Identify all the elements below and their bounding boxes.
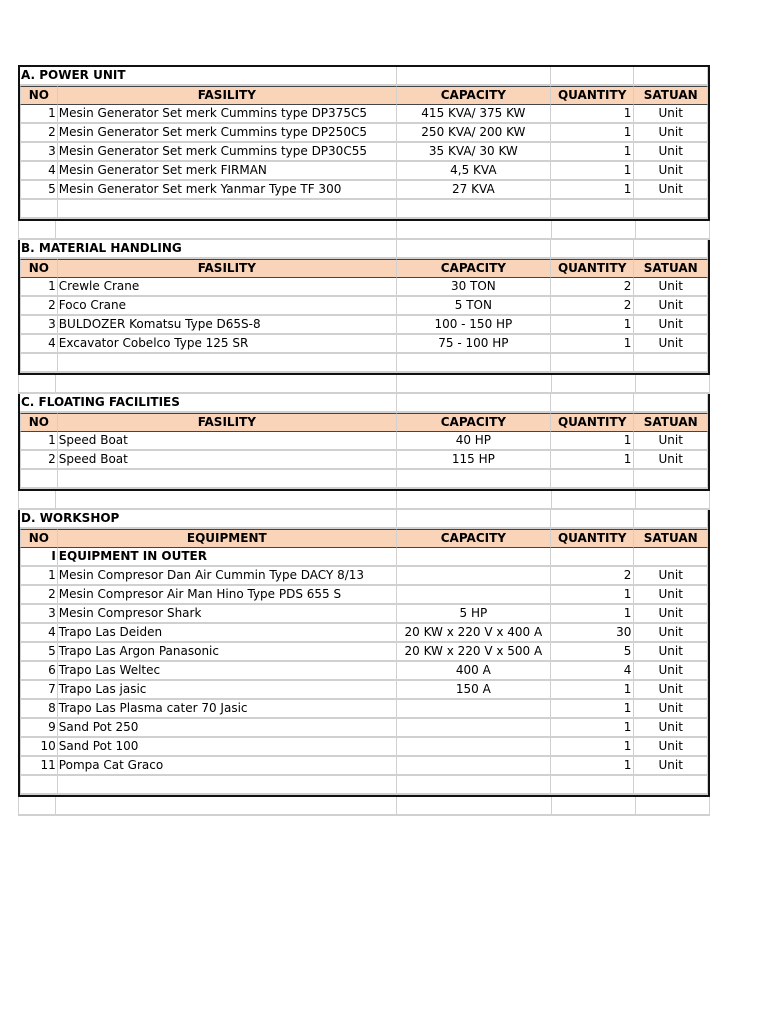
row-capacity: 250 KVA/ 200 KW — [397, 124, 551, 143]
row-quantity: 1 — [551, 451, 635, 470]
table-row — [20, 451, 708, 470]
row-name: Foco Crane — [58, 297, 397, 316]
row-quantity: 1 — [551, 719, 635, 738]
row-no: 3 — [20, 143, 58, 162]
row-name: Mesin Generator Set merk Cummins type DP30C55 — [58, 143, 397, 162]
row-quantity: 2 — [551, 567, 635, 586]
row-unit: Unit — [634, 181, 708, 200]
header-quantity: QUANTITY — [551, 259, 635, 278]
row-capacity: 100 - 150 HP — [397, 316, 551, 335]
row-capacity: 20 KW x 220 V x 500 A — [397, 643, 551, 662]
row-capacity: 35 KVA/ 30 KW — [397, 143, 551, 162]
row-name: Mesin Compresor Air Man Hino Type PDS 655 S — [58, 586, 397, 605]
row-no: 3 — [20, 605, 58, 624]
row-unit: Unit — [634, 335, 708, 354]
header-satuan: SATUAN — [634, 413, 708, 432]
row-no: 9 — [20, 719, 58, 738]
table-row — [20, 757, 708, 776]
row-no: 6 — [20, 662, 58, 681]
table-row — [20, 738, 708, 757]
row-quantity: 30 — [551, 624, 635, 643]
header-quantity: QUANTITY — [551, 529, 635, 548]
row-no: 7 — [20, 681, 58, 700]
table-row — [20, 643, 708, 662]
row-unit: Unit — [634, 162, 708, 181]
row-unit: Unit — [634, 700, 708, 719]
empty-row — [18, 797, 710, 816]
row-unit: Unit — [634, 643, 708, 662]
row-unit: Unit — [634, 624, 708, 643]
row-capacity — [397, 567, 551, 586]
row-quantity: 1 — [551, 757, 635, 776]
header-capacity: CAPACITY — [397, 413, 551, 432]
row-capacity — [397, 719, 551, 738]
section-title: D. WORKSHOP — [20, 510, 397, 529]
row-no: 2 — [20, 124, 58, 143]
table-row — [20, 719, 708, 738]
section-material-handling — [18, 240, 710, 375]
table-row — [20, 335, 708, 354]
row-no: 10 — [20, 738, 58, 757]
row-capacity — [397, 757, 551, 776]
row-capacity: 30 TON — [397, 278, 551, 297]
row-unit: Unit — [634, 738, 708, 757]
table-row — [20, 432, 708, 451]
row-capacity: 75 - 100 HP — [397, 335, 551, 354]
table-row — [20, 700, 708, 719]
row-name: Trapo Las Weltec — [58, 662, 397, 681]
table-row — [20, 181, 708, 200]
row-unit: Unit — [634, 662, 708, 681]
row-name: BULDOZER Komatsu Type D65S-8 — [58, 316, 397, 335]
row-no: 5 — [20, 643, 58, 662]
header-no: NO — [20, 529, 58, 548]
section-workshop — [18, 510, 710, 797]
row-name: Mesin Generator Set merk Cummins type DP375C5 — [58, 105, 397, 124]
subheader-name: EQUIPMENT IN OUTER — [58, 548, 397, 567]
table-row — [20, 124, 708, 143]
row-no: 4 — [20, 335, 58, 354]
row-name: Trapo Las Plasma cater 70 Jasic — [58, 700, 397, 719]
row-no: 4 — [20, 162, 58, 181]
row-quantity: 1 — [551, 605, 635, 624]
section-power-unit — [18, 65, 710, 221]
row-capacity: 5 TON — [397, 297, 551, 316]
row-unit: Unit — [634, 586, 708, 605]
row-quantity: 1 — [551, 143, 635, 162]
header-quantity: QUANTITY — [551, 413, 635, 432]
row-name: Crewle Crane — [58, 278, 397, 297]
row-name: Mesin Compresor Shark — [58, 605, 397, 624]
row-name: Trapo Las jasic — [58, 681, 397, 700]
row-no: 8 — [20, 700, 58, 719]
row-capacity: 150 A — [397, 681, 551, 700]
row-quantity: 1 — [551, 105, 635, 124]
header-quantity: QUANTITY — [551, 86, 635, 105]
table-header — [20, 259, 708, 278]
table-row — [20, 567, 708, 586]
header-satuan: SATUAN — [634, 529, 708, 548]
row-unit: Unit — [634, 297, 708, 316]
section-title-row — [20, 240, 708, 259]
row-name: Mesin Generator Set merk Cummins type DP250C5 — [58, 124, 397, 143]
row-name: Trapo Las Argon Panasonic — [58, 643, 397, 662]
row-name: Pompa Cat Graco — [58, 757, 397, 776]
header-no: NO — [20, 413, 58, 432]
header-satuan: SATUAN — [634, 259, 708, 278]
row-name: Speed Boat — [58, 451, 397, 470]
row-name: Mesin Generator Set merk FIRMAN — [58, 162, 397, 181]
row-no: 1 — [20, 567, 58, 586]
section-title-row — [20, 67, 708, 86]
table-row — [20, 681, 708, 700]
row-quantity: 1 — [551, 316, 635, 335]
header-capacity: CAPACITY — [397, 529, 551, 548]
row-capacity: 115 HP — [397, 451, 551, 470]
header-equipment: EQUIPMENT — [58, 529, 397, 548]
row-unit: Unit — [634, 719, 708, 738]
row-no: 2 — [20, 586, 58, 605]
row-unit: Unit — [634, 451, 708, 470]
table-row — [20, 624, 708, 643]
header-facility: FASILITY — [58, 413, 397, 432]
table-row — [20, 605, 708, 624]
empty-row — [20, 200, 708, 219]
table-row — [20, 278, 708, 297]
empty-row — [20, 470, 708, 489]
row-name: Sand Pot 100 — [58, 738, 397, 757]
row-quantity: 1 — [551, 124, 635, 143]
row-quantity: 1 — [551, 432, 635, 451]
row-no: 5 — [20, 181, 58, 200]
row-capacity: 4,5 KVA — [397, 162, 551, 181]
row-quantity: 1 — [551, 681, 635, 700]
table-row — [20, 297, 708, 316]
section-title-row — [20, 510, 708, 529]
row-quantity: 2 — [551, 278, 635, 297]
row-unit: Unit — [634, 278, 708, 297]
spreadsheet — [18, 65, 710, 816]
row-no: 2 — [20, 297, 58, 316]
row-quantity: 1 — [551, 162, 635, 181]
row-name: Sand Pot 250 — [58, 719, 397, 738]
row-capacity: 40 HP — [397, 432, 551, 451]
table-row — [20, 662, 708, 681]
row-quantity: 2 — [551, 297, 635, 316]
row-unit: Unit — [634, 124, 708, 143]
empty-row — [20, 776, 708, 795]
row-no: 1 — [20, 278, 58, 297]
row-quantity: 4 — [551, 662, 635, 681]
row-name: Excavator Cobelco Type 125 SR — [58, 335, 397, 354]
section-title: B. MATERIAL HANDLING — [20, 240, 397, 259]
row-unit: Unit — [634, 105, 708, 124]
row-capacity — [397, 586, 551, 605]
table-header — [20, 529, 708, 548]
row-capacity — [397, 738, 551, 757]
row-quantity: 1 — [551, 181, 635, 200]
row-capacity: 415 KVA/ 375 KW — [397, 105, 551, 124]
row-unit: Unit — [634, 567, 708, 586]
row-capacity: 20 KW x 220 V x 400 A — [397, 624, 551, 643]
row-quantity: 1 — [551, 335, 635, 354]
row-capacity: 5 HP — [397, 605, 551, 624]
row-name: Trapo Las Deiden — [58, 624, 397, 643]
row-name: Speed Boat — [58, 432, 397, 451]
table-row — [20, 586, 708, 605]
row-quantity: 5 — [551, 643, 635, 662]
row-no: 1 — [20, 105, 58, 124]
empty-row — [18, 491, 710, 510]
header-satuan: SATUAN — [634, 86, 708, 105]
header-no: NO — [20, 86, 58, 105]
row-no: 1 — [20, 432, 58, 451]
header-capacity: CAPACITY — [397, 86, 551, 105]
empty-row — [18, 375, 710, 394]
row-quantity: 1 — [551, 700, 635, 719]
row-unit: Unit — [634, 757, 708, 776]
empty-row — [18, 221, 710, 240]
row-name: Mesin Generator Set merk Yanmar Type TF 300 — [58, 181, 397, 200]
row-unit: Unit — [634, 316, 708, 335]
subheader-row — [20, 548, 708, 567]
table-row — [20, 162, 708, 181]
row-no: 2 — [20, 451, 58, 470]
table-header — [20, 413, 708, 432]
row-capacity — [397, 700, 551, 719]
section-floating-facilities — [18, 394, 710, 491]
table-row — [20, 143, 708, 162]
row-capacity: 400 A — [397, 662, 551, 681]
section-title: C. FLOATING FACILITIES — [20, 394, 397, 413]
header-facility: FASILITY — [58, 86, 397, 105]
row-unit: Unit — [634, 605, 708, 624]
section-title: A. POWER UNIT — [20, 67, 397, 86]
table-row — [20, 316, 708, 335]
header-facility: FASILITY — [58, 259, 397, 278]
empty-row — [20, 354, 708, 373]
table-row — [20, 105, 708, 124]
row-no: 11 — [20, 757, 58, 776]
row-unit: Unit — [634, 681, 708, 700]
table-header — [20, 86, 708, 105]
header-no: NO — [20, 259, 58, 278]
row-quantity: 1 — [551, 586, 635, 605]
row-capacity: 27 KVA — [397, 181, 551, 200]
row-unit: Unit — [634, 143, 708, 162]
subheader-no: I — [20, 548, 58, 567]
row-unit: Unit — [634, 432, 708, 451]
section-title-row — [20, 394, 708, 413]
row-name: Mesin Compresor Dan Air Cummin Type DACY 8/13 — [58, 567, 397, 586]
header-capacity: CAPACITY — [397, 259, 551, 278]
row-no: 4 — [20, 624, 58, 643]
row-no: 3 — [20, 316, 58, 335]
row-quantity: 1 — [551, 738, 635, 757]
